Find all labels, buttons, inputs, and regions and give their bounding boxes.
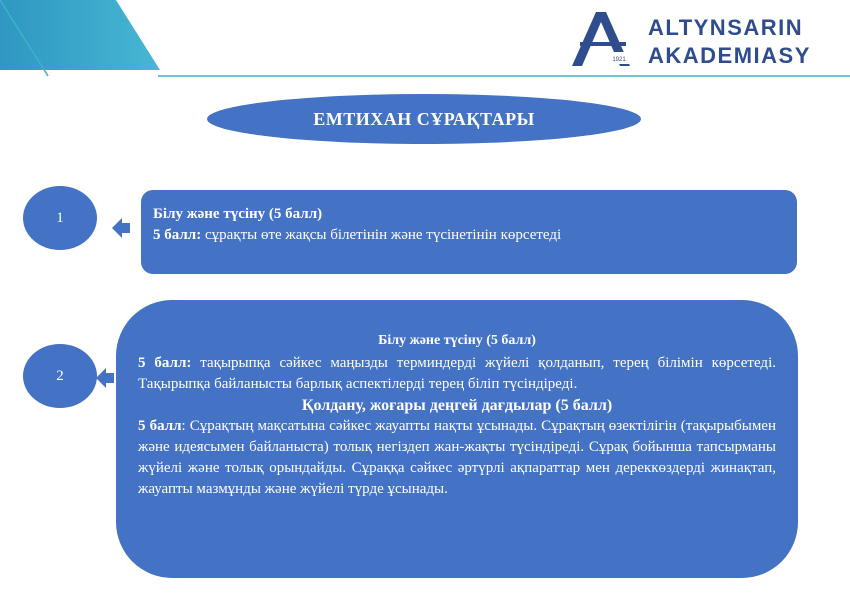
arrow-left-icon: [96, 366, 114, 390]
score-text: : Сұрақтың мақсатына сәйкес жауапты нақты ұсынады. Сұрақтың өзектілігін (тақырыбымен және идеясымен байланыста) толық негіздеп жан-жақты түсіндіреді. Сұрақ бойынша тапсырманы жүйелі және толық орындайды. Сұраққа сәйкес әртүрлі ақпараттар мен дереккөздерді жинақтап, жауапты мазмұнды және жүйелі түрде ұсынады.: [138, 418, 776, 497]
logo-year: 1921: [612, 57, 626, 63]
criteria-box-1: [141, 190, 797, 274]
score-label: 5 балл: [138, 418, 182, 434]
brand-line1: ALTYNSARIN: [648, 15, 804, 40]
item-number-1: 1: [23, 186, 97, 250]
score-label: 5 балл:: [138, 355, 192, 371]
criteria-paragraph-1: [138, 353, 776, 395]
item-number-2: 2: [23, 344, 97, 408]
criteria-box-2: [116, 300, 798, 578]
criteria-heading: Білу және түсіну (5 балл): [153, 206, 323, 222]
criteria-heading-2: Қолдану, жоғары деңгей дағдылар (5 балл): [301, 397, 613, 414]
score-text: тақырыпқа сәйкес маңызды терминдерді жүйелі қолданып, терең білімін көрсетеді. Тақырыпқа байланысты барлық аспектілерді терең біліп түсіндіреді.: [138, 355, 776, 392]
arrow-left-icon: [112, 216, 130, 240]
criteria-heading-1: Білу және түсіну (5 балл): [378, 333, 536, 348]
brand-line2: AKADEMIASY: [648, 43, 811, 68]
score-label: 5 балл:: [153, 227, 202, 243]
criteria-paragraph-2: [138, 416, 776, 500]
academy-logo: [566, 8, 636, 68]
criteria-line: [153, 225, 785, 246]
score-text: сұрақты өте жақсы білетінін және түсінетінін көрсетеді: [201, 227, 562, 243]
brand-name: [648, 14, 811, 70]
page-title: ЕМТИХАН СҰРАҚТАРЫ: [207, 94, 641, 144]
